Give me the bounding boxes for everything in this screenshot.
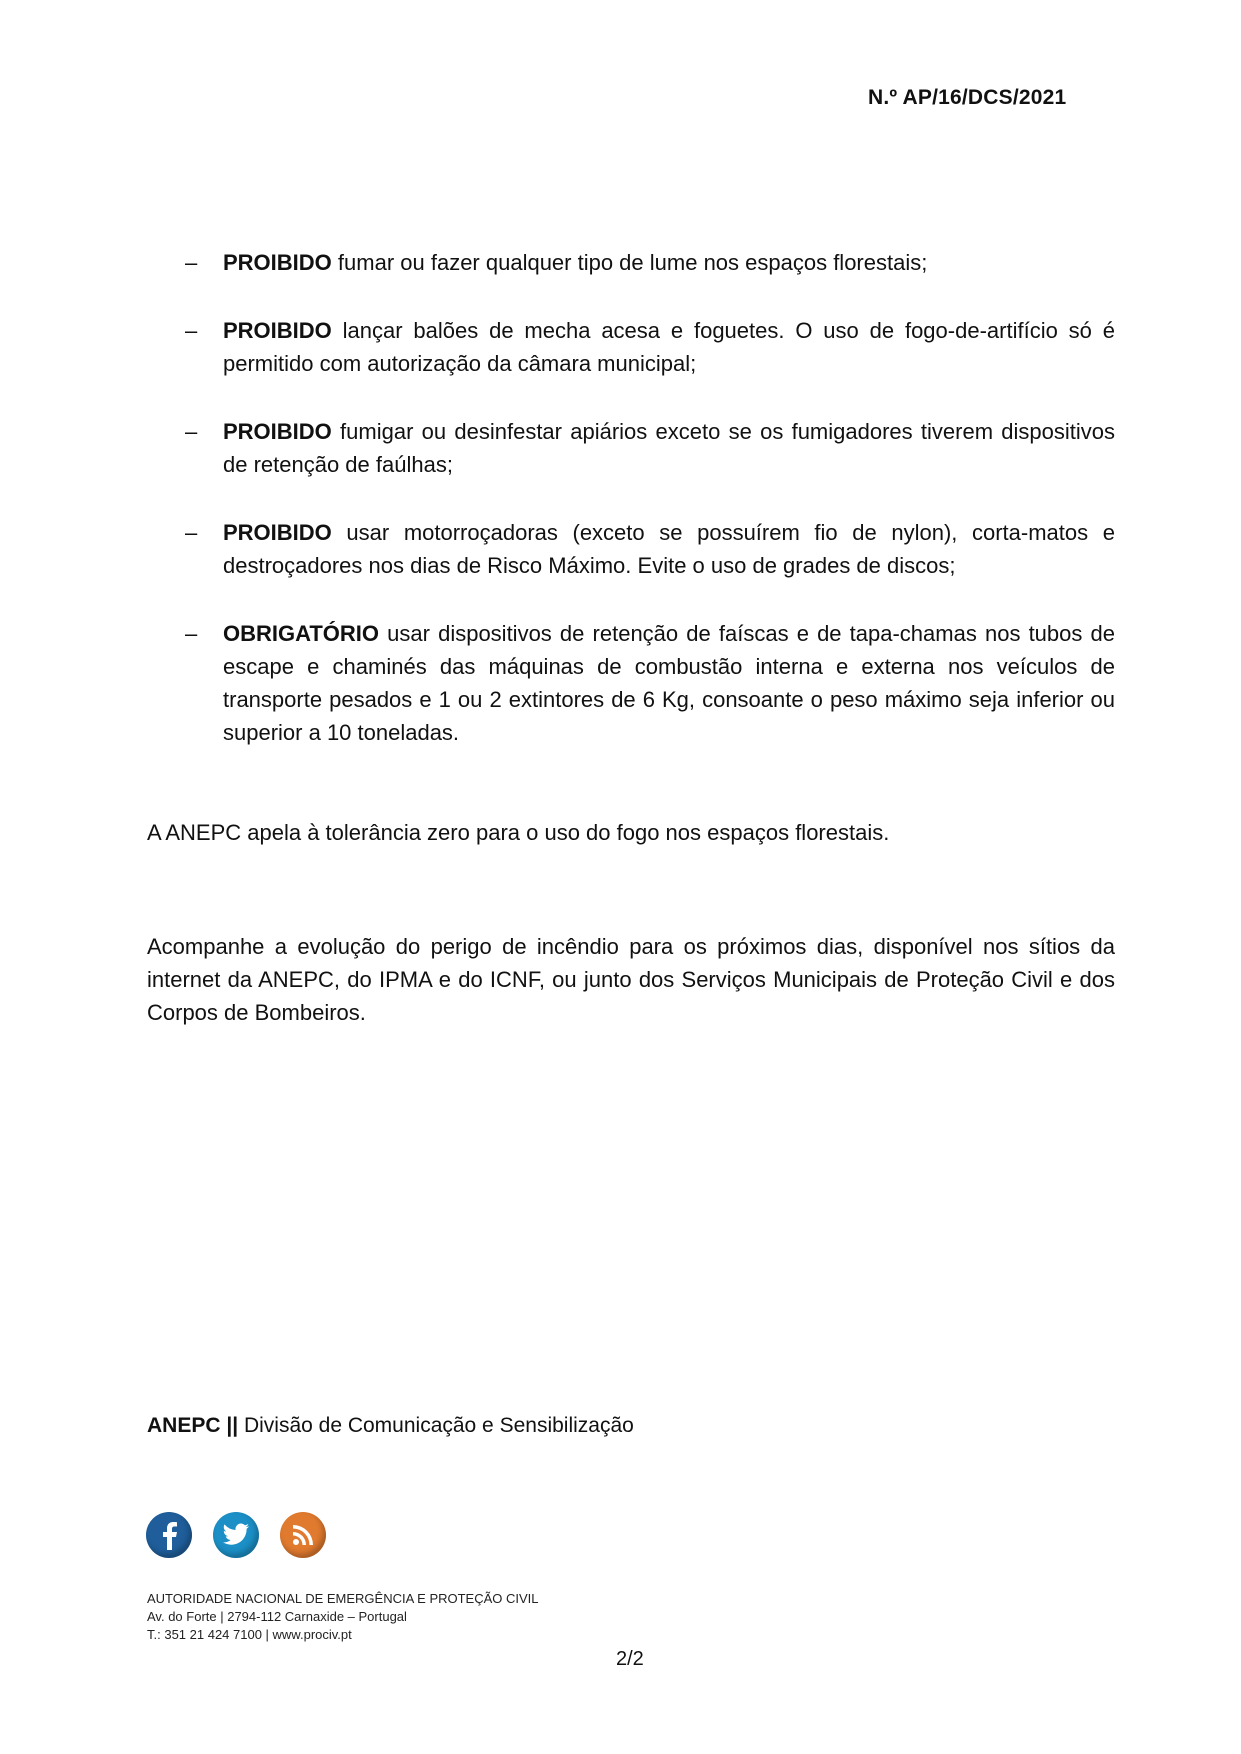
address-line: AUTORIDADE NACIONAL DE EMERGÊNCIA E PROTEÇÃO CIVIL [147,1591,539,1606]
rules-list [185,246,1115,784]
twitter-icon[interactable] [213,1512,259,1558]
list-dash: – [185,419,198,444]
rule-text: fumigar ou desinfestar apiários exceto se os fumigadores tiverem dispositivos de retenção de faúlhas; [223,419,1115,477]
rule-item [185,617,1115,749]
rss-icon[interactable] [280,1512,326,1558]
footer-address [147,1590,539,1644]
rule-text: usar dispositivos de retenção de faíscas e de tapa-chamas nos tubos de escape e chaminés das máquinas de combustão interna e externa nos veículos de transporte pesados e 1 ou 2 extintores de 6 Kg, consoante o peso máximo seja inferior ou superior a 10 toneladas. [223,621,1115,745]
rule-keyword: PROIBIDO [223,419,332,444]
doc-number: N.º AP/16/DCS/2021 [868,86,1067,109]
footer-division-name: Divisão de Comunicação e Sensibilização [238,1414,634,1437]
rule-text: lançar balões de mecha acesa e foguetes. O uso de fogo-de-artifício só é permitido com autorização da câmara municipal; [223,318,1115,376]
address-line: Av. do Forte | 2794-112 Carnaxide – Portugal [147,1609,407,1624]
page-number: 2/2 [616,1648,644,1670]
rule-text: fumar ou fazer qualquer tipo de lume nos espaços florestais; [331,250,928,275]
list-dash: – [185,520,198,545]
rule-item [185,246,1115,279]
list-dash: – [185,250,198,275]
list-dash: – [185,621,198,646]
address-line: T.: 351 21 424 7100 | www.prociv.pt [147,1627,352,1642]
rule-keyword: PROIBIDO [223,520,332,545]
rule-keyword: OBRIGATÓRIO [223,621,380,646]
footer-division [147,1414,634,1438]
info-paragraph: Acompanhe a evolução do perigo de incêndio para os próximos dias, disponível nos sítios da internet da ANEPC, do IPMA e do ICNF, ou junto dos Serviços Municipais de Proteção Civil e dos Corpos de Bombeiros. [147,934,1115,1025]
rule-item [185,516,1115,582]
rule-keyword: PROIBIDO [223,318,332,343]
rule-keyword: PROIBIDO [223,250,332,275]
rule-text: usar motorroçadoras (exceto se possuírem fio de nylon), corta-matos e destroçadores nos dias de Risco Máximo. Evite o uso de grades de discos; [223,520,1115,578]
social-links [146,1512,326,1558]
list-dash: – [185,318,198,343]
rule-item [185,415,1115,481]
appeal-paragraph: A ANEPC apela à tolerância zero para o uso do fogo nos espaços florestais. [147,820,890,845]
facebook-icon[interactable] [146,1512,192,1558]
footer-brand: ANEPC || [147,1414,239,1437]
rule-item [185,314,1115,380]
